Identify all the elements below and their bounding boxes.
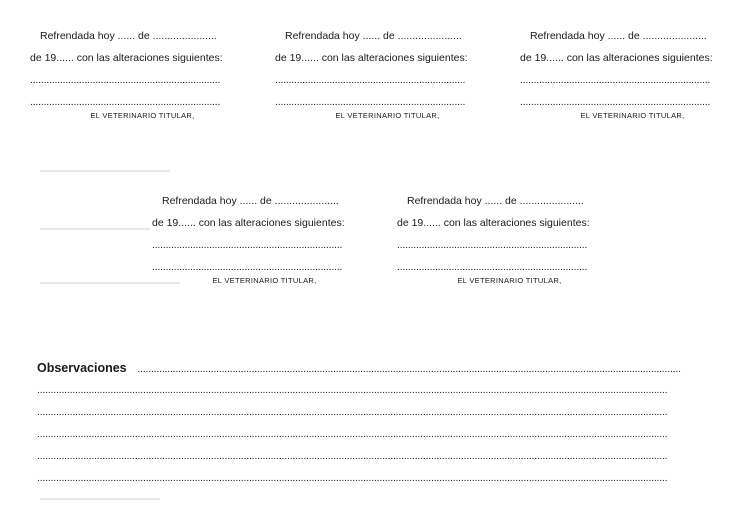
veterinarian-signature-label: EL VETERINARIO TITULAR, <box>580 111 685 120</box>
veterinarian-signature-label: EL VETERINARIO TITULAR, <box>90 111 195 120</box>
observations-title: Observaciones <box>37 361 127 375</box>
endorsement-blank-line: ...................................................................... <box>275 75 466 86</box>
show-through-mark <box>40 228 150 230</box>
endorsement-changes-line: de 19...... con las alteraciones siguientes: <box>152 218 345 229</box>
endorsement-blank-line: ...................................................................... <box>520 75 711 86</box>
endorsement-blank-line: ...................................................................... <box>397 262 588 273</box>
veterinarian-signature-label: EL VETERINARIO TITULAR, <box>457 276 562 285</box>
show-through-mark <box>40 170 170 172</box>
observations-line: ........................................................................................................................................................................................................................................ <box>37 406 668 418</box>
observations-line: ........................................................................................................................................................................................................................................ <box>37 384 668 396</box>
endorsement-date-line: Refrendada hoy ...... de ...................... <box>162 196 339 207</box>
endorsement-date-line: Refrendada hoy ...... de ...................... <box>407 196 584 207</box>
endorsement-blank-line: ...................................................................... <box>30 97 221 108</box>
observations-line: ........................................................................................................................................................................................................................................ <box>37 450 668 462</box>
endorsement-changes-line: de 19...... con las alteraciones siguientes: <box>520 53 713 64</box>
endorsement-changes-line: de 19...... con las alteraciones siguientes: <box>30 53 223 64</box>
observations-title-row <box>37 361 737 375</box>
endorsement-date-line: Refrendada hoy ...... de ...................... <box>40 31 217 42</box>
endorsement-blank-line: ...................................................................... <box>152 240 343 251</box>
observations-title-leader: ........................................................................................................................................................................................................ <box>137 363 681 375</box>
endorsement-blank-line: ...................................................................... <box>152 262 343 273</box>
observations-line: ........................................................................................................................................................................................................................................ <box>37 472 668 484</box>
endorsement-blank-line: ...................................................................... <box>275 97 466 108</box>
endorsement-date-line: Refrendada hoy ...... de ...................... <box>530 31 707 42</box>
show-through-mark <box>40 498 160 500</box>
endorsement-date-line: Refrendada hoy ...... de ...................... <box>285 31 462 42</box>
endorsement-blank-line: ...................................................................... <box>520 97 711 108</box>
endorsement-changes-line: de 19...... con las alteraciones siguientes: <box>275 53 468 64</box>
veterinarian-signature-label: EL VETERINARIO TITULAR, <box>335 111 440 120</box>
endorsement-changes-line: de 19...... con las alteraciones siguientes: <box>397 218 590 229</box>
endorsement-blank-line: ...................................................................... <box>30 75 221 86</box>
endorsement-blank-line: ...................................................................... <box>397 240 588 251</box>
observations-line: ........................................................................................................................................................................................................................................ <box>37 428 668 440</box>
veterinarian-signature-label: EL VETERINARIO TITULAR, <box>212 276 317 285</box>
